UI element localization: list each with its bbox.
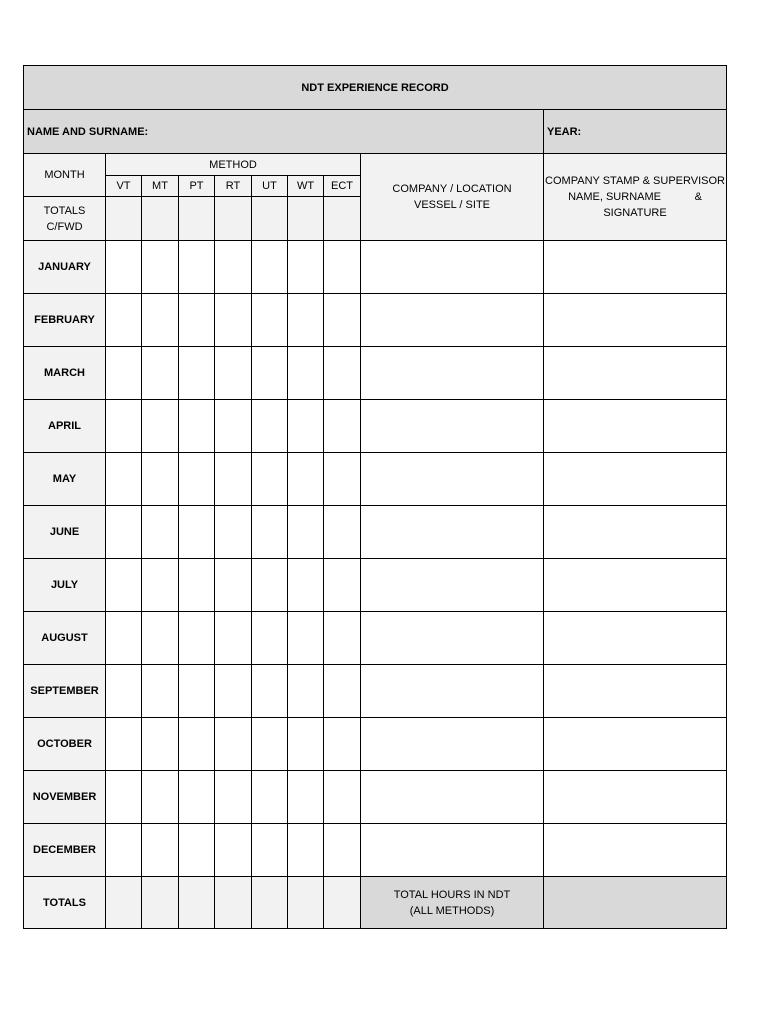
hours-cell[interactable] — [215, 559, 252, 612]
hours-cell[interactable] — [142, 347, 179, 400]
stamp-cell[interactable] — [544, 559, 727, 612]
hours-cell[interactable] — [288, 294, 324, 347]
stamp-cell[interactable] — [544, 294, 727, 347]
hours-cell[interactable] — [324, 506, 361, 559]
month-row-november — [24, 771, 727, 824]
month-row-september — [24, 665, 727, 718]
hours-cell[interactable] — [142, 294, 179, 347]
month-label: FEBRUARY — [24, 294, 106, 347]
total-hours-value-cell[interactable] — [544, 877, 727, 929]
hours-cell[interactable] — [106, 453, 142, 506]
month-label: APRIL — [24, 400, 106, 453]
method-header: METHOD — [106, 154, 361, 176]
hours-cell[interactable] — [179, 824, 215, 877]
stamp-cell[interactable] — [544, 665, 727, 718]
month-label: OCTOBER — [24, 718, 106, 771]
stamp-cell[interactable] — [544, 506, 727, 559]
month-header: MONTH — [24, 154, 106, 197]
hours-cell[interactable] — [106, 294, 142, 347]
hours-cell[interactable] — [179, 294, 215, 347]
hours-cell[interactable] — [252, 718, 288, 771]
total-pt-cell[interactable] — [179, 877, 215, 929]
stamp-cell[interactable] — [544, 718, 727, 771]
hours-cell[interactable] — [324, 294, 361, 347]
hours-cell[interactable] — [215, 400, 252, 453]
stamp-cell[interactable] — [544, 771, 727, 824]
hours-cell[interactable] — [288, 453, 324, 506]
hours-cell[interactable] — [179, 506, 215, 559]
method-vt: VT — [106, 176, 142, 197]
ndt-experience-record-table — [23, 65, 727, 929]
method-rt: RT — [215, 176, 252, 197]
month-row-april — [24, 400, 727, 453]
cfwd-wt-cell[interactable] — [288, 197, 324, 241]
month-row-january — [24, 241, 727, 294]
hours-cell[interactable] — [179, 347, 215, 400]
totals-label: TOTALS — [24, 877, 106, 929]
name-and-surname-field[interactable]: NAME AND SURNAME: — [24, 110, 544, 154]
month-label: NOVEMBER — [24, 771, 106, 824]
hours-cell[interactable] — [288, 718, 324, 771]
stamp-supervisor-header — [544, 154, 727, 241]
hours-cell[interactable] — [179, 771, 215, 824]
company-header-line1: COMPANY / LOCATION — [392, 183, 512, 195]
total-rt-cell[interactable] — [215, 877, 252, 929]
month-row-february — [24, 294, 727, 347]
hours-cell[interactable] — [324, 347, 361, 400]
hours-cell[interactable] — [215, 347, 252, 400]
hours-cell[interactable] — [215, 612, 252, 665]
hours-cell[interactable] — [106, 559, 142, 612]
hours-cell[interactable] — [106, 400, 142, 453]
hours-cell[interactable] — [252, 559, 288, 612]
month-row-july — [24, 559, 727, 612]
hours-cell[interactable] — [288, 347, 324, 400]
company-cell[interactable] — [361, 453, 544, 506]
hours-cell[interactable] — [179, 400, 215, 453]
hours-cell[interactable] — [142, 453, 179, 506]
hours-cell[interactable] — [324, 665, 361, 718]
title-row — [24, 66, 727, 110]
cfwd-pt-cell[interactable] — [179, 197, 215, 241]
month-row-october — [24, 718, 727, 771]
stamp-header-line1: COMPANY STAMP & SUPERVISOR — [545, 175, 725, 187]
month-row-december — [24, 824, 727, 877]
stamp-cell[interactable] — [544, 612, 727, 665]
total-vt-cell[interactable] — [106, 877, 142, 929]
company-cell[interactable] — [361, 824, 544, 877]
month-label: MAY — [24, 453, 106, 506]
totals-cfwd-line2: C/FWD — [46, 220, 83, 233]
total-ut-cell[interactable] — [252, 877, 288, 929]
hours-cell[interactable] — [252, 453, 288, 506]
hours-cell[interactable] — [215, 665, 252, 718]
hours-cell[interactable] — [142, 718, 179, 771]
stamp-header-line2: NAME, SURNAME & — [568, 191, 702, 203]
hours-cell[interactable] — [288, 771, 324, 824]
hours-cell[interactable] — [142, 771, 179, 824]
hours-cell[interactable] — [252, 347, 288, 400]
month-row-march — [24, 347, 727, 400]
hours-cell[interactable] — [142, 506, 179, 559]
stamp-cell[interactable] — [544, 824, 727, 877]
hours-cell[interactable] — [142, 241, 179, 294]
hours-cell[interactable] — [215, 506, 252, 559]
method-wt: WT — [288, 176, 324, 197]
hours-cell[interactable] — [106, 665, 142, 718]
hours-cell[interactable] — [252, 612, 288, 665]
hours-cell[interactable] — [288, 241, 324, 294]
stamp-cell[interactable] — [544, 347, 727, 400]
hours-cell[interactable] — [106, 241, 142, 294]
cfwd-vt-cell[interactable] — [106, 197, 142, 241]
company-cell[interactable] — [361, 400, 544, 453]
hours-cell[interactable] — [288, 506, 324, 559]
hours-cell[interactable] — [324, 771, 361, 824]
month-label: JANUARY — [24, 241, 106, 294]
stamp-cell[interactable] — [544, 453, 727, 506]
hours-cell[interactable] — [324, 718, 361, 771]
hours-cell[interactable] — [106, 612, 142, 665]
hours-cell[interactable] — [215, 241, 252, 294]
hours-cell[interactable] — [324, 824, 361, 877]
hours-cell[interactable] — [142, 665, 179, 718]
totals-cfwd-line1: TOTALS — [43, 204, 86, 217]
hours-cell[interactable] — [106, 718, 142, 771]
hours-cell[interactable] — [252, 294, 288, 347]
totals-row — [24, 877, 727, 929]
hours-cell[interactable] — [288, 665, 324, 718]
month-row-may — [24, 453, 727, 506]
company-cell[interactable] — [361, 347, 544, 400]
hours-cell[interactable] — [142, 400, 179, 453]
totals-cfwd-label — [24, 197, 106, 241]
hours-cell[interactable] — [252, 506, 288, 559]
hours-cell[interactable] — [252, 665, 288, 718]
hours-cell[interactable] — [252, 400, 288, 453]
hours-cell[interactable] — [142, 612, 179, 665]
hours-cell[interactable] — [142, 824, 179, 877]
hours-cell[interactable] — [252, 824, 288, 877]
cfwd-ect-cell[interactable] — [324, 197, 361, 241]
hours-cell[interactable] — [215, 824, 252, 877]
company-cell[interactable] — [361, 771, 544, 824]
company-cell[interactable] — [361, 294, 544, 347]
total-mt-cell[interactable] — [142, 877, 179, 929]
company-cell[interactable] — [361, 506, 544, 559]
total-hours-label — [361, 877, 544, 929]
hours-cell[interactable] — [215, 718, 252, 771]
hours-cell[interactable] — [179, 453, 215, 506]
company-header-line2: VESSEL / SITE — [413, 199, 490, 211]
month-label: AUGUST — [24, 612, 106, 665]
hours-cell[interactable] — [324, 241, 361, 294]
company-cell[interactable] — [361, 559, 544, 612]
hours-cell[interactable] — [179, 718, 215, 771]
form-title: NDT EXPERIENCE RECORD — [24, 66, 727, 110]
hours-cell[interactable] — [215, 294, 252, 347]
month-label: JUNE — [24, 506, 106, 559]
total-wt-cell[interactable] — [288, 877, 324, 929]
company-cell[interactable] — [361, 241, 544, 294]
hours-cell[interactable] — [252, 241, 288, 294]
month-label: SEPTEMBER — [24, 665, 106, 718]
method-ut: UT — [252, 176, 288, 197]
header-row-method — [24, 154, 727, 176]
stamp-header-line3: SIGNATURE — [603, 207, 667, 219]
total-ect-cell[interactable] — [324, 877, 361, 929]
month-row-august — [24, 612, 727, 665]
hours-cell[interactable] — [324, 612, 361, 665]
hours-cell[interactable] — [324, 400, 361, 453]
hours-cell[interactable] — [106, 771, 142, 824]
cfwd-mt-cell[interactable] — [142, 197, 179, 241]
hours-cell[interactable] — [288, 612, 324, 665]
company-cell[interactable] — [361, 612, 544, 665]
company-location-header — [361, 154, 544, 241]
name-year-row — [24, 110, 727, 154]
hours-cell[interactable] — [252, 771, 288, 824]
total-hours-line2: (ALL METHODS) — [409, 904, 495, 917]
cfwd-ut-cell[interactable] — [252, 197, 288, 241]
month-label: DECEMBER — [24, 824, 106, 877]
stamp-cell[interactable] — [544, 241, 727, 294]
month-label: MARCH — [24, 347, 106, 400]
hours-cell[interactable] — [288, 824, 324, 877]
hours-cell[interactable] — [179, 665, 215, 718]
company-cell[interactable] — [361, 718, 544, 771]
method-ect: ECT — [324, 176, 361, 197]
stamp-cell[interactable] — [544, 400, 727, 453]
method-mt: MT — [142, 176, 179, 197]
hours-cell[interactable] — [215, 771, 252, 824]
hours-cell[interactable] — [179, 241, 215, 294]
hours-cell[interactable] — [179, 559, 215, 612]
total-hours-line1: TOTAL HOURS IN NDT — [393, 888, 511, 901]
hours-cell[interactable] — [106, 506, 142, 559]
hours-cell[interactable] — [324, 559, 361, 612]
hours-cell[interactable] — [324, 453, 361, 506]
month-label: JULY — [24, 559, 106, 612]
company-cell[interactable] — [361, 665, 544, 718]
hours-cell[interactable] — [215, 453, 252, 506]
hours-cell[interactable] — [142, 559, 179, 612]
month-row-june — [24, 506, 727, 559]
hours-cell[interactable] — [288, 559, 324, 612]
cfwd-rt-cell[interactable] — [215, 197, 252, 241]
method-pt: PT — [179, 176, 215, 197]
hours-cell[interactable] — [288, 400, 324, 453]
hours-cell[interactable] — [106, 347, 142, 400]
hours-cell[interactable] — [179, 612, 215, 665]
year-field[interactable]: YEAR: — [544, 110, 727, 154]
hours-cell[interactable] — [106, 824, 142, 877]
